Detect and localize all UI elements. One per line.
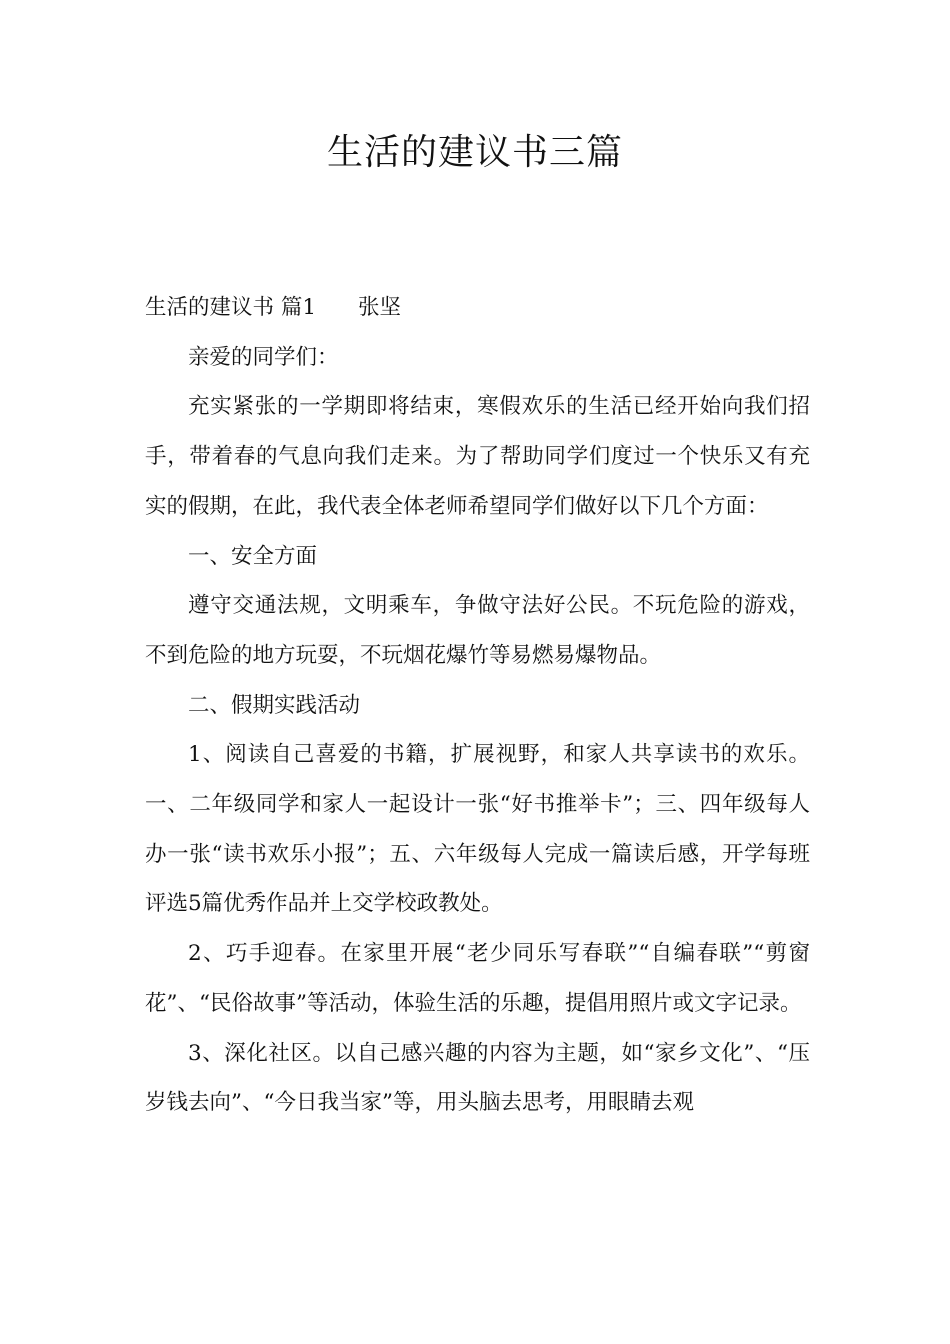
paragraph-spring: 2、巧手迎春。在家里开展“老少同乐写春联”“自编春联”“剪窗花”、“民俗故事”等活动，体验生活的乐趣，提倡用照片或文字记录。 (145, 941, 810, 1016)
section-label: 生活的建议书 篇1 (145, 295, 317, 320)
document-title: 生活的建议书三篇 (326, 132, 623, 173)
paragraph-intro: 充实紧张的一学期即将结束，寒假欢乐的生活已经开始向我们招手，带着春的气息向我们走来。为了帮助同学们度过一个快乐又有充实的假期，在此，我代表全体老师希望同学们做好以下几个方面： (145, 394, 810, 519)
subheading-activities: 二、假期实践活动 (188, 692, 361, 718)
section-heading (145, 283, 810, 333)
document-body (145, 283, 810, 1128)
subheading-safety: 一、安全方面 (188, 543, 318, 569)
salutation: 亲爱的同学们： (188, 344, 339, 370)
paragraph-reading: 1、阅读自己喜爱的书籍，扩展视野，和家人共享读书的欢乐。一、二年级同学和家人一起设计一张“好书推举卡”；三、四年级每人办一张“读书欢乐小报”；五、六年级每人完成一篇读后感，开学每班评选5篇优秀作品并上交学校政教处。 (145, 742, 810, 917)
paragraph-safety: 遵守交通法规，文明乘车，争做守法好公民。不玩危险的游戏，不到危险的地方玩耍，不玩烟花爆竹等易燃易爆物品。 (145, 593, 810, 668)
author-name: 张坚 (358, 295, 402, 320)
paragraph-community: 3、深化社区。以自己感兴趣的内容为主题，如“家乡文化”、“压岁钱去向”、“今日我当家”等，用头脑去思考，用眼睛去观 (145, 1040, 810, 1116)
